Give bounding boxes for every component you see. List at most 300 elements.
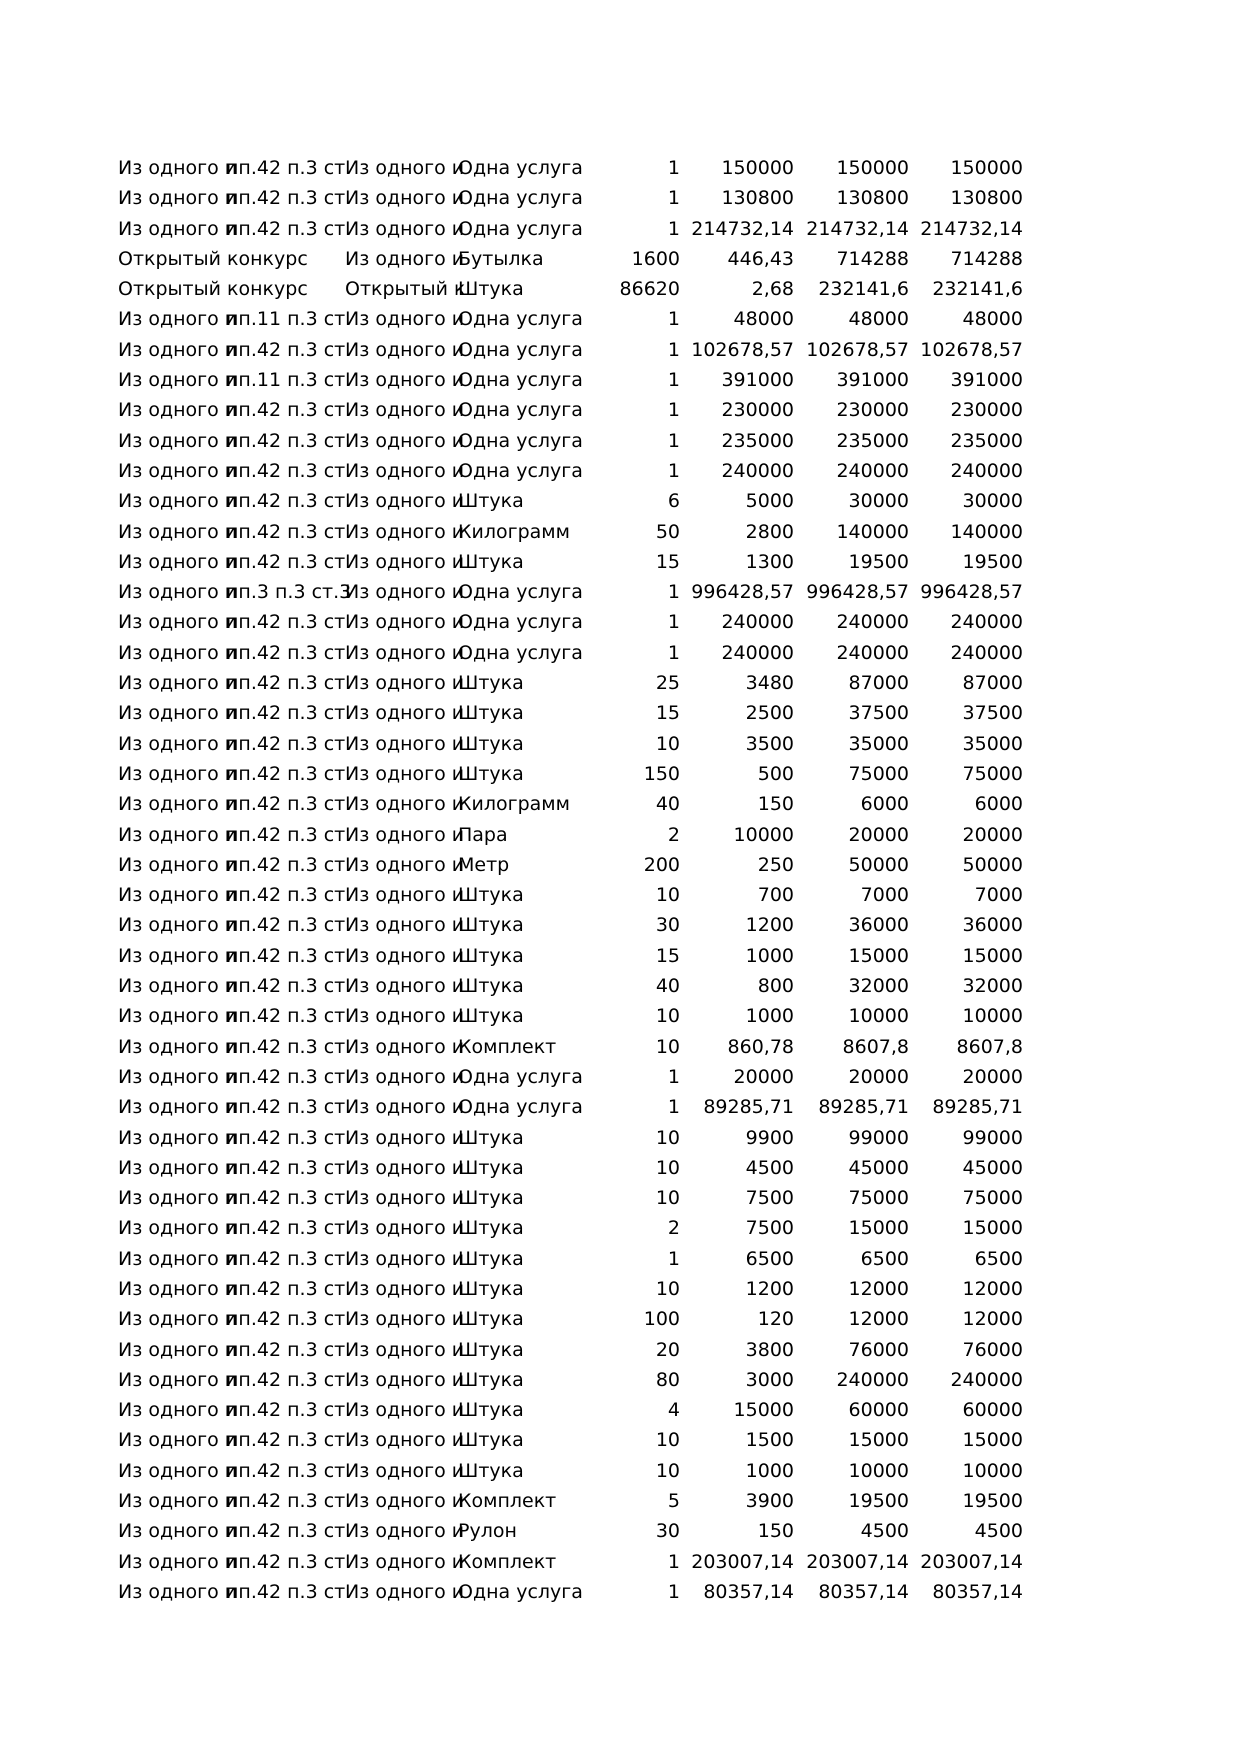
- sum-cell: 235000: [836, 429, 909, 452]
- unit-cell: Штука: [458, 550, 524, 573]
- actual-method-cell: Из одного и: [345, 459, 465, 482]
- sum-cell: 6500: [860, 1247, 909, 1270]
- unit-price-cell: 4500: [745, 1156, 794, 1179]
- legal-basis-cell: пп.42 п.3 ст: [226, 1308, 346, 1331]
- sum-cell: 20000: [848, 823, 909, 846]
- sum-cell: 35000: [848, 732, 909, 755]
- quantity-cell: 80: [655, 1368, 680, 1391]
- unit-price-cell: 700: [757, 884, 794, 907]
- unit-cell: Комплект: [458, 1550, 557, 1573]
- unit-cell: Килограмм: [458, 793, 570, 816]
- legal-basis-cell: пп.42 п.3 ст: [226, 1338, 346, 1361]
- legal-basis-cell: пп.42 п.3 ст: [226, 550, 346, 573]
- sum-cell: 15000: [848, 1217, 909, 1240]
- actual-method-cell: Из одного и: [345, 1247, 465, 1270]
- unit-price-cell: 250: [757, 853, 794, 876]
- procurement-method-cell: Из одного и: [118, 399, 238, 422]
- procurement-method-cell: Из одного и: [118, 823, 238, 846]
- total-cell: 30000: [962, 490, 1023, 513]
- total-cell: 20000: [962, 823, 1023, 846]
- sum-cell: 12000: [848, 1308, 909, 1331]
- unit-price-cell: 1200: [745, 914, 794, 937]
- legal-basis-cell: пп.42 п.3 ст: [226, 1126, 346, 1149]
- unit-price-cell: 48000: [733, 308, 794, 331]
- total-cell: 102678,57: [920, 338, 1023, 361]
- quantity-cell: 15: [655, 702, 680, 725]
- sum-cell: 19500: [848, 1490, 909, 1513]
- legal-basis-cell: пп.42 п.3 ст: [226, 975, 346, 998]
- total-cell: 203007,14: [920, 1550, 1023, 1573]
- sum-cell: 214732,14: [806, 217, 909, 240]
- unit-price-cell: 6500: [745, 1247, 794, 1270]
- unit-cell: Штука: [458, 1187, 524, 1210]
- legal-basis-cell: пп.3 п.3 ст.3: [226, 581, 352, 604]
- procurement-method-cell: Из одного и: [118, 581, 238, 604]
- legal-basis-cell: пп.42 п.3 ст: [226, 338, 346, 361]
- sum-cell: 130800: [836, 187, 909, 210]
- unit-cell: Штука: [458, 732, 524, 755]
- procurement-method-cell: Из одного и: [118, 1399, 238, 1422]
- procurement-method-cell: Из одного и: [118, 550, 238, 573]
- quantity-cell: 20: [655, 1338, 680, 1361]
- actual-method-cell: Из одного и: [345, 1368, 465, 1391]
- sum-cell: 15000: [848, 944, 909, 967]
- unit-cell: Штука: [458, 1126, 524, 1149]
- unit-price-cell: 20000: [733, 1065, 794, 1088]
- legal-basis-cell: пп.42 п.3 ст: [226, 823, 346, 846]
- procurement-method-cell: Из одного и: [118, 1338, 238, 1361]
- legal-basis-cell: пп.42 п.3 ст: [226, 459, 346, 482]
- total-cell: 714288: [950, 247, 1023, 270]
- unit-price-cell: 120: [757, 1308, 794, 1331]
- unit-cell: Штука: [458, 944, 524, 967]
- actual-method-cell: Из одного и: [345, 157, 465, 179]
- unit-price-cell: 7500: [745, 1217, 794, 1240]
- actual-method-cell: Из одного и: [345, 247, 465, 270]
- total-cell: 235000: [950, 429, 1023, 452]
- quantity-cell: 10: [655, 732, 680, 755]
- sum-cell: 60000: [848, 1399, 909, 1422]
- unit-cell: Рулон: [458, 1520, 517, 1543]
- quantity-cell: 1: [667, 308, 680, 331]
- actual-method-cell: Из одного и: [345, 308, 465, 331]
- legal-basis-cell: пп.42 п.3 ст: [226, 1005, 346, 1028]
- legal-basis-cell: пп.42 п.3 ст: [226, 702, 346, 725]
- unit-cell: Одна услуга: [458, 157, 583, 179]
- legal-basis-cell: пп.42 п.3 ст: [226, 853, 346, 876]
- unit-cell: Килограмм: [458, 520, 570, 543]
- actual-method-cell: Из одного и: [345, 1005, 465, 1028]
- total-cell: 230000: [950, 399, 1023, 422]
- procurement-method-cell: Из одного и: [118, 1065, 238, 1088]
- actual-method-cell: Из одного и: [345, 1156, 465, 1179]
- actual-method-cell: Из одного и: [345, 641, 465, 664]
- unit-price-cell: 10000: [733, 823, 794, 846]
- procurement-method-cell: Из одного и: [118, 793, 238, 816]
- unit-cell: Одна услуга: [458, 611, 583, 634]
- procurement-method-cell: Из одного и: [118, 1490, 238, 1513]
- unit-cell: Одна услуга: [458, 338, 583, 361]
- actual-method-cell: Открытый к: [345, 278, 466, 301]
- actual-method-cell: Из одного и: [345, 399, 465, 422]
- procurement-method-cell: Из одного и: [118, 975, 238, 998]
- unit-price-cell: 1000: [745, 1005, 794, 1028]
- unit-cell: Комплект: [458, 1035, 557, 1058]
- legal-basis-cell: пп.42 п.3 ст: [226, 1490, 346, 1513]
- total-cell: 10000: [962, 1005, 1023, 1028]
- actual-method-cell: Из одного и: [345, 793, 465, 816]
- actual-method-cell: Из одного и: [345, 975, 465, 998]
- unit-price-cell: 240000: [721, 459, 794, 482]
- total-cell: 50000: [962, 853, 1023, 876]
- sum-cell: 240000: [836, 641, 909, 664]
- total-cell: 140000: [950, 520, 1023, 543]
- quantity-cell: 10: [655, 884, 680, 907]
- legal-basis-cell: пп.42 п.3 ст: [226, 1580, 346, 1603]
- unit-cell: Штука: [458, 1005, 524, 1028]
- unit-price-cell: 80357,14: [703, 1580, 794, 1603]
- sum-cell: 6000: [860, 793, 909, 816]
- unit-price-cell: 1000: [745, 944, 794, 967]
- sum-cell: 30000: [848, 490, 909, 513]
- total-cell: 76000: [962, 1338, 1023, 1361]
- unit-price-cell: 240000: [721, 611, 794, 634]
- actual-method-cell: Из одного и: [345, 1429, 465, 1452]
- sum-cell: 203007,14: [806, 1550, 909, 1573]
- actual-method-cell: Из одного и: [345, 1187, 465, 1210]
- quantity-cell: 10: [655, 1005, 680, 1028]
- actual-method-cell: Из одного и: [345, 1580, 465, 1603]
- quantity-cell: 30: [655, 1520, 680, 1543]
- quantity-cell: 25: [655, 672, 680, 695]
- unit-cell: Штука: [458, 1308, 524, 1331]
- procurement-method-cell: Из одного и: [118, 1187, 238, 1210]
- legal-basis-cell: пп.42 п.3 ст: [226, 429, 346, 452]
- unit-price-cell: 2800: [745, 520, 794, 543]
- unit-cell: Штука: [458, 884, 524, 907]
- procurement-method-cell: Из одного и: [118, 520, 238, 543]
- procurement-method-cell: Из одного и: [118, 762, 238, 785]
- legal-basis-cell: пп.42 п.3 ст: [226, 884, 346, 907]
- legal-basis-cell: пп.42 п.3 ст: [226, 732, 346, 755]
- actual-method-cell: Из одного и: [345, 611, 465, 634]
- actual-method-cell: Из одного и: [345, 1308, 465, 1331]
- quantity-cell: 1: [667, 1580, 680, 1603]
- unit-price-cell: 500: [757, 762, 794, 785]
- legal-basis-cell: пп.42 п.3 ст: [226, 611, 346, 634]
- unit-price-cell: 3800: [745, 1338, 794, 1361]
- unit-price-cell: 996428,57: [691, 581, 794, 604]
- total-cell: 12000: [962, 1308, 1023, 1331]
- sum-cell: 76000: [848, 1338, 909, 1361]
- sum-cell: 48000: [848, 308, 909, 331]
- procurement-method-cell: Из одного и: [118, 1035, 238, 1058]
- unit-price-cell: 130800: [721, 187, 794, 210]
- sum-cell: 391000: [836, 369, 909, 392]
- procurement-method-cell: Из одного и: [118, 702, 238, 725]
- sum-cell: 12000: [848, 1277, 909, 1300]
- legal-basis-cell: пп.42 п.3 ст: [226, 672, 346, 695]
- legal-basis-cell: пп.42 п.3 ст: [226, 490, 346, 513]
- unit-price-cell: 214732,14: [691, 217, 794, 240]
- total-cell: 15000: [962, 1429, 1023, 1452]
- quantity-cell: 1: [667, 157, 680, 179]
- sum-cell: 45000: [848, 1156, 909, 1179]
- procurement-method-cell: Из одного и: [118, 1096, 238, 1119]
- unit-cell: Штука: [458, 1459, 524, 1482]
- procurement-method-cell: Из одного и: [118, 308, 238, 331]
- sum-cell: 75000: [848, 1187, 909, 1210]
- actual-method-cell: Из одного и: [345, 914, 465, 937]
- unit-price-cell: 860,78: [727, 1035, 794, 1058]
- legal-basis-cell: пп.42 п.3 ст: [226, 1035, 346, 1058]
- actual-method-cell: Из одного и: [345, 1520, 465, 1543]
- sum-cell: 20000: [848, 1065, 909, 1088]
- quantity-cell: 1: [667, 1550, 680, 1573]
- actual-method-cell: Из одного и: [345, 217, 465, 240]
- sum-cell: 8607,8: [842, 1035, 909, 1058]
- quantity-cell: 6: [667, 490, 680, 513]
- actual-method-cell: Из одного и: [345, 1126, 465, 1149]
- unit-price-cell: 150000: [721, 157, 794, 179]
- procurement-method-cell: Из одного и: [118, 369, 238, 392]
- procurement-method-cell: Из одного и: [118, 217, 238, 240]
- quantity-cell: 2: [667, 1217, 680, 1240]
- unit-price-cell: 102678,57: [691, 338, 794, 361]
- sum-cell: 7000: [860, 884, 909, 907]
- unit-price-cell: 3500: [745, 732, 794, 755]
- legal-basis-cell: пп.42 п.3 ст: [226, 641, 346, 664]
- sum-cell: 240000: [836, 459, 909, 482]
- quantity-cell: 86620: [619, 278, 680, 301]
- unit-cell: Одна услуга: [458, 581, 583, 604]
- actual-method-cell: Из одного и: [345, 1550, 465, 1573]
- unit-price-cell: 391000: [721, 369, 794, 392]
- procurement-method-cell: Из одного и: [118, 1217, 238, 1240]
- sum-cell: 80357,14: [818, 1580, 909, 1603]
- quantity-cell: 1: [667, 611, 680, 634]
- unit-price-cell: 1500: [745, 1429, 794, 1452]
- legal-basis-cell: пп.42 п.3 ст: [226, 762, 346, 785]
- legal-basis-cell: пп.42 п.3 ст: [226, 217, 346, 240]
- actual-method-cell: Из одного и: [345, 762, 465, 785]
- total-cell: 15000: [962, 944, 1023, 967]
- total-cell: 32000: [962, 975, 1023, 998]
- quantity-cell: 1: [667, 1065, 680, 1088]
- legal-basis-cell: пп.42 п.3 ст: [226, 1187, 346, 1210]
- unit-price-cell: 1200: [745, 1277, 794, 1300]
- sum-cell: 714288: [836, 247, 909, 270]
- procurement-method-cell: Из одного и: [118, 1459, 238, 1482]
- actual-method-cell: Из одного и: [345, 732, 465, 755]
- legal-basis-cell: пп.42 п.3 ст: [226, 1247, 346, 1270]
- procurement-method-cell: Из одного и: [118, 157, 238, 179]
- actual-method-cell: Из одного и: [345, 187, 465, 210]
- sum-cell: 240000: [836, 1368, 909, 1391]
- quantity-cell: 1: [667, 399, 680, 422]
- actual-method-cell: Из одного и: [345, 1035, 465, 1058]
- procurement-method-cell: Из одного и: [118, 944, 238, 967]
- actual-method-cell: Из одного и: [345, 853, 465, 876]
- actual-method-cell: Из одного и: [345, 581, 465, 604]
- procurement-method-cell: Из одного и: [118, 459, 238, 482]
- legal-basis-cell: пп.42 п.3 ст: [226, 793, 346, 816]
- quantity-cell: 150: [643, 762, 680, 785]
- sum-cell: 50000: [848, 853, 909, 876]
- unit-cell: Метр: [458, 853, 510, 876]
- total-cell: 996428,57: [920, 581, 1023, 604]
- unit-cell: Штука: [458, 1247, 524, 1270]
- legal-basis-cell: пп.42 п.3 ст: [226, 1459, 346, 1482]
- total-cell: 240000: [950, 611, 1023, 634]
- sum-cell: 15000: [848, 1429, 909, 1452]
- actual-method-cell: Из одного и: [345, 884, 465, 907]
- unit-cell: Штука: [458, 1399, 524, 1422]
- procurement-method-cell: Из одного и: [118, 338, 238, 361]
- total-cell: 240000: [950, 641, 1023, 664]
- legal-basis-cell: пп.42 п.3 ст: [226, 944, 346, 967]
- unit-price-cell: 2,68: [751, 278, 794, 301]
- unit-price-cell: 2500: [745, 702, 794, 725]
- total-cell: 36000: [962, 914, 1023, 937]
- legal-basis-cell: пп.42 п.3 ст: [226, 157, 346, 179]
- quantity-cell: 1: [667, 641, 680, 664]
- total-cell: 8607,8: [956, 1035, 1023, 1058]
- quantity-cell: 15: [655, 944, 680, 967]
- total-cell: 37500: [962, 702, 1023, 725]
- procurement-method-cell: Из одного и: [118, 914, 238, 937]
- sum-cell: 4500: [860, 1520, 909, 1543]
- total-cell: 391000: [950, 369, 1023, 392]
- total-cell: 45000: [962, 1156, 1023, 1179]
- procurement-method-cell: Из одного и: [118, 1126, 238, 1149]
- sum-cell: 75000: [848, 762, 909, 785]
- unit-price-cell: 203007,14: [691, 1550, 794, 1573]
- unit-price-cell: 9900: [745, 1126, 794, 1149]
- unit-cell: Бутылка: [458, 247, 544, 270]
- unit-cell: Одна услуга: [458, 1096, 583, 1119]
- actual-method-cell: Из одного и: [345, 1217, 465, 1240]
- total-cell: 19500: [962, 1490, 1023, 1513]
- quantity-cell: 1: [667, 1247, 680, 1270]
- total-cell: 48000: [962, 308, 1023, 331]
- sum-cell: 996428,57: [806, 581, 909, 604]
- actual-method-cell: Из одного и: [345, 1277, 465, 1300]
- total-cell: 150000: [950, 157, 1023, 179]
- quantity-cell: 2: [667, 823, 680, 846]
- total-cell: 15000: [962, 1217, 1023, 1240]
- actual-method-cell: Из одного и: [345, 520, 465, 543]
- legal-basis-cell: пп.42 п.3 ст: [226, 1429, 346, 1452]
- total-cell: 80357,14: [932, 1580, 1023, 1603]
- actual-method-cell: Из одного и: [345, 944, 465, 967]
- unit-price-cell: 3480: [745, 672, 794, 695]
- procurement-method-cell: Из одного и: [118, 1368, 238, 1391]
- sum-cell: 10000: [848, 1005, 909, 1028]
- sum-cell: 232141,6: [818, 278, 909, 301]
- quantity-cell: 200: [643, 853, 680, 876]
- unit-price-cell: 1000: [745, 1459, 794, 1482]
- quantity-cell: 10: [655, 1035, 680, 1058]
- quantity-cell: 10: [655, 1156, 680, 1179]
- unit-cell: Штука: [458, 1217, 524, 1240]
- sum-cell: 36000: [848, 914, 909, 937]
- total-cell: 7000: [974, 884, 1023, 907]
- total-cell: 19500: [962, 550, 1023, 573]
- unit-cell: Штука: [458, 1338, 524, 1361]
- legal-basis-cell: пп.42 п.3 ст: [226, 1277, 346, 1300]
- total-cell: 10000: [962, 1459, 1023, 1482]
- sum-cell: 89285,71: [818, 1096, 909, 1119]
- procurement-method-cell: Из одного и: [118, 1247, 238, 1270]
- quantity-cell: 100: [643, 1308, 680, 1331]
- quantity-cell: 4: [667, 1399, 680, 1422]
- unit-price-cell: 230000: [721, 399, 794, 422]
- unit-price-cell: 3000: [745, 1368, 794, 1391]
- sum-cell: 240000: [836, 611, 909, 634]
- unit-price-cell: 3900: [745, 1490, 794, 1513]
- unit-price-cell: 5000: [745, 490, 794, 513]
- sum-cell: 87000: [848, 672, 909, 695]
- procurement-method-cell: Из одного и: [118, 641, 238, 664]
- total-cell: 130800: [950, 187, 1023, 210]
- quantity-cell: 30: [655, 914, 680, 937]
- procurement-method-cell: Из одного и: [118, 490, 238, 513]
- legal-basis-cell: [226, 244, 339, 274]
- total-cell: 35000: [962, 732, 1023, 755]
- quantity-cell: 10: [655, 1429, 680, 1452]
- actual-method-cell: Из одного и: [345, 1459, 465, 1482]
- quantity-cell: 1600: [631, 247, 680, 270]
- procurement-method-cell: Из одного и: [118, 853, 238, 876]
- procurement-method-cell: Открытый конкурс: [118, 278, 308, 301]
- procurement-method-cell: Из одного и: [118, 1277, 238, 1300]
- actual-method-cell: Из одного и: [345, 490, 465, 513]
- unit-cell: Штука: [458, 1277, 524, 1300]
- quantity-cell: 1: [667, 217, 680, 240]
- total-cell: 214732,14: [920, 217, 1023, 240]
- total-cell: 232141,6: [932, 278, 1023, 301]
- total-cell: 20000: [962, 1065, 1023, 1088]
- unit-price-cell: 15000: [733, 1399, 794, 1422]
- unit-cell: Одна услуга: [458, 1580, 583, 1603]
- sum-cell: 102678,57: [806, 338, 909, 361]
- unit-price-cell: 1300: [745, 550, 794, 573]
- sum-cell: 19500: [848, 550, 909, 573]
- quantity-cell: 1: [667, 187, 680, 210]
- unit-price-cell: 150: [757, 793, 794, 816]
- actual-method-cell: Из одного и: [345, 1338, 465, 1361]
- unit-cell: Одна услуга: [458, 459, 583, 482]
- quantity-cell: 10: [655, 1459, 680, 1482]
- quantity-cell: 10: [655, 1126, 680, 1149]
- legal-basis-cell: пп.42 п.3 ст: [226, 1156, 346, 1179]
- total-cell: 75000: [962, 762, 1023, 785]
- unit-cell: Штука: [458, 702, 524, 725]
- procurement-method-cell: Из одного и: [118, 1156, 238, 1179]
- procurement-method-cell: Из одного и: [118, 611, 238, 634]
- legal-basis-cell: пп.42 п.3 ст: [226, 520, 346, 543]
- unit-cell: Одна услуга: [458, 429, 583, 452]
- unit-price-cell: 89285,71: [703, 1096, 794, 1119]
- actual-method-cell: Из одного и: [345, 369, 465, 392]
- total-cell: 6000: [974, 793, 1023, 816]
- unit-cell: Штука: [458, 672, 524, 695]
- unit-cell: Одна услуга: [458, 369, 583, 392]
- actual-method-cell: Из одного и: [345, 823, 465, 846]
- procurement-method-cell: Из одного и: [118, 429, 238, 452]
- sum-cell: 99000: [848, 1126, 909, 1149]
